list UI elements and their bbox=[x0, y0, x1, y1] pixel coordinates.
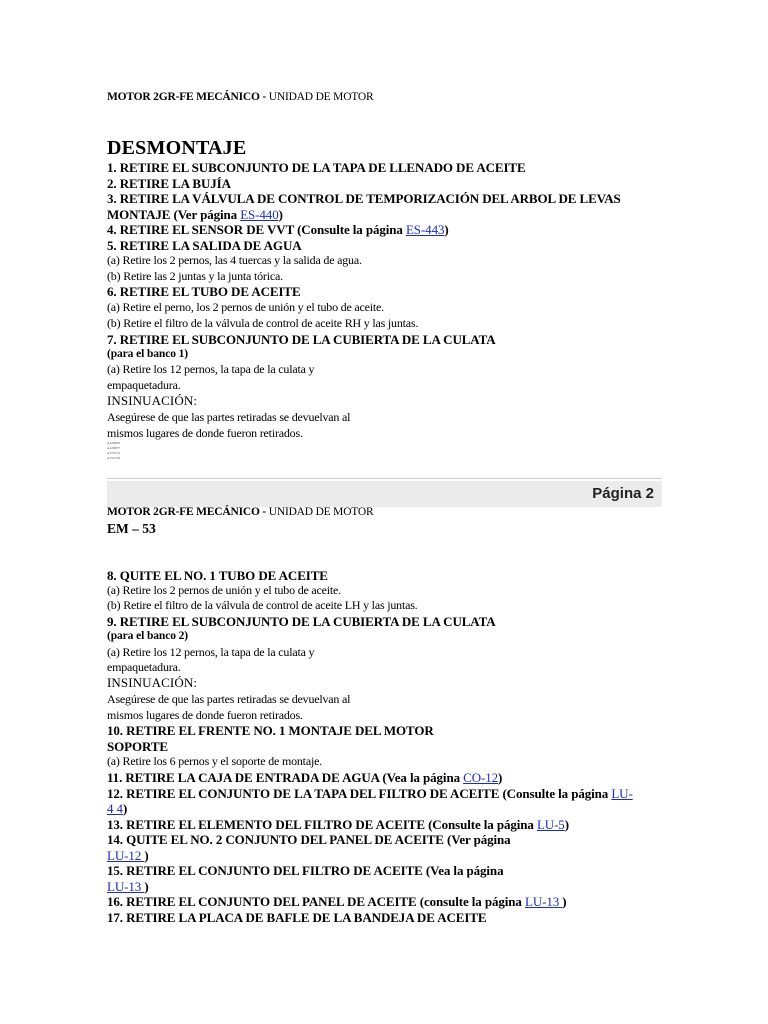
page-bar bbox=[107, 481, 662, 507]
link-lu-44-cont[interactable]: 4 4 bbox=[107, 801, 123, 816]
figure-code-3: A152173 bbox=[107, 451, 121, 455]
step-4: 4. RETIRE EL SENSOR DE VVT (Consulte la página ES-443) bbox=[107, 222, 449, 237]
page-divider bbox=[107, 478, 662, 479]
header-bold: MOTOR 2GR-FE MECÁNICO - bbox=[107, 91, 267, 103]
step-12: 12. RETIRE EL CONJUNTO DE LA TAPA DEL FILTRO DE ACEITE (Consulte la página LU- bbox=[107, 786, 633, 801]
em-code: EM – 53 bbox=[107, 521, 156, 536]
step-2: 2. RETIRE LA BUJÍA bbox=[107, 176, 231, 191]
step-15: 15. RETIRE EL CONJUNTO DEL FILTRO DE ACEITE (Vea la página bbox=[107, 863, 504, 878]
step-9a-cont: empaquetadura. bbox=[107, 660, 181, 674]
step-6: 6. RETIRE EL TUBO DE ACEITE bbox=[107, 284, 301, 299]
step-5: 5. RETIRE LA SALIDA DE AGUA bbox=[107, 238, 302, 253]
step-14: 14. QUITE EL NO. 2 CONJUNTO DEL PANEL DE ACEITE (Ver página bbox=[107, 832, 511, 847]
step-9-bank: (para el banco 2) bbox=[107, 630, 189, 642]
page-header bbox=[107, 91, 374, 103]
step-12-cont: 4 4) bbox=[107, 801, 128, 816]
step-13: 13. RETIRE EL ELEMENTO DEL FILTRO DE ACEITE (Consulte la página LU-5) bbox=[107, 817, 569, 832]
link-lu-13[interactable]: LU-13 bbox=[107, 879, 145, 894]
link-co-12[interactable]: CO-12 bbox=[463, 770, 499, 785]
hint-text: Asegúrese de que las partes retiradas se devuelvan al bbox=[107, 410, 351, 424]
figure-code-2: A129677 bbox=[107, 446, 121, 450]
step-10: 10. RETIRE EL FRENTE NO. 1 MONTAJE DEL MOTOR bbox=[107, 723, 434, 738]
step-7-bank: (para el banco 1) bbox=[107, 348, 189, 360]
link-lu-5[interactable]: LU-5 bbox=[536, 817, 565, 832]
link-lu-13-b[interactable]: LU-13 bbox=[524, 894, 563, 909]
step-7a-cont: empaquetadura. bbox=[107, 378, 181, 392]
step-5a: (a) Retire los 2 pernos, las 4 tuercas y la salida de agua. bbox=[107, 253, 362, 267]
page-number: Página 2 bbox=[592, 485, 654, 502]
step-14-cont: LU-12 ) bbox=[107, 848, 149, 863]
hint-text-2-cont: mismos lugares de donde fueron retirados. bbox=[107, 708, 303, 722]
step-5b: (b) Retire las 2 juntas y la junta tórica. bbox=[107, 269, 283, 283]
step-9: 9. RETIRE EL SUBCONJUNTO DE LA CUBIERTA DE LA CULATA bbox=[107, 614, 496, 629]
hint-text-2: Asegúrese de que las partes retiradas se devuelvan al bbox=[107, 692, 351, 706]
step-17: 17. RETIRE LA PLACA DE BAFLE DE LA BANDEJA DE ACEITE bbox=[107, 910, 487, 925]
step-15-cont: LU-13 ) bbox=[107, 879, 149, 894]
step-16: 16. RETIRE EL CONJUNTO DEL PANEL DE ACEITE (consulte la página LU-13 ) bbox=[107, 894, 567, 909]
link-es-443[interactable]: ES-443 bbox=[405, 222, 445, 237]
figure-code-1: A129676 bbox=[107, 441, 121, 445]
step-1: 1. RETIRE EL SUBCONJUNTO DE LA TAPA DE LLENADO DE ACEITE bbox=[107, 160, 526, 175]
step-10a: (a) Retire los 6 pernos y el soporte de montaje. bbox=[107, 754, 323, 768]
step-3-cont: MONTAJE (Ver página ES-440) bbox=[107, 207, 283, 222]
hint-text-cont: mismos lugares de donde fueron retirados. bbox=[107, 426, 303, 440]
section-title: DESMONTAJE bbox=[107, 137, 247, 159]
step-6a: (a) Retire el perno, los 2 pernos de unión y el tubo de aceite. bbox=[107, 300, 384, 314]
step-11: 11. RETIRE LA CAJA DE ENTRADA DE AGUA (Vea la página CO-12) bbox=[107, 770, 503, 785]
step-8a: (a) Retire los 2 pernos de unión y el tubo de aceite. bbox=[107, 583, 341, 597]
link-lu-12[interactable]: LU-12 bbox=[107, 848, 145, 863]
step-7: 7. RETIRE EL SUBCONJUNTO DE LA CUBIERTA DE LA CULATA bbox=[107, 332, 496, 347]
step-9a: (a) Retire los 12 pernos, la tapa de la culata y bbox=[107, 645, 315, 659]
step-8: 8. QUITE EL NO. 1 TUBO DE ACEITE bbox=[107, 568, 328, 583]
step-7a: (a) Retire los 12 pernos, la tapa de la culata y bbox=[107, 362, 315, 376]
step-6b: (b) Retire el filtro de la válvula de control de aceite RH y las juntas. bbox=[107, 316, 419, 330]
step-3: 3. RETIRE LA VÁLVULA DE CONTROL DE TEMPORIZACIÓN DEL ARBOL DE LEVAS bbox=[107, 191, 621, 206]
link-es-440[interactable]: ES-440 bbox=[240, 207, 279, 222]
hint-label-2: INSINUACIÓN: bbox=[107, 675, 198, 690]
figure-code-4: A152118 bbox=[107, 456, 120, 460]
hint-label: INSINUACIÓN: bbox=[107, 393, 198, 408]
header-normal: UNIDAD DE MOTOR bbox=[266, 91, 374, 103]
link-lu-44[interactable]: LU- bbox=[611, 786, 633, 801]
step-10-cont: SOPORTE bbox=[107, 739, 168, 754]
step-8b: (b) Retire el filtro de la válvula de control de aceite LH y las juntas. bbox=[107, 598, 418, 612]
page-header-2: MOTOR 2GR-FE MECÁNICO - UNIDAD DE MOTOR bbox=[107, 506, 374, 518]
